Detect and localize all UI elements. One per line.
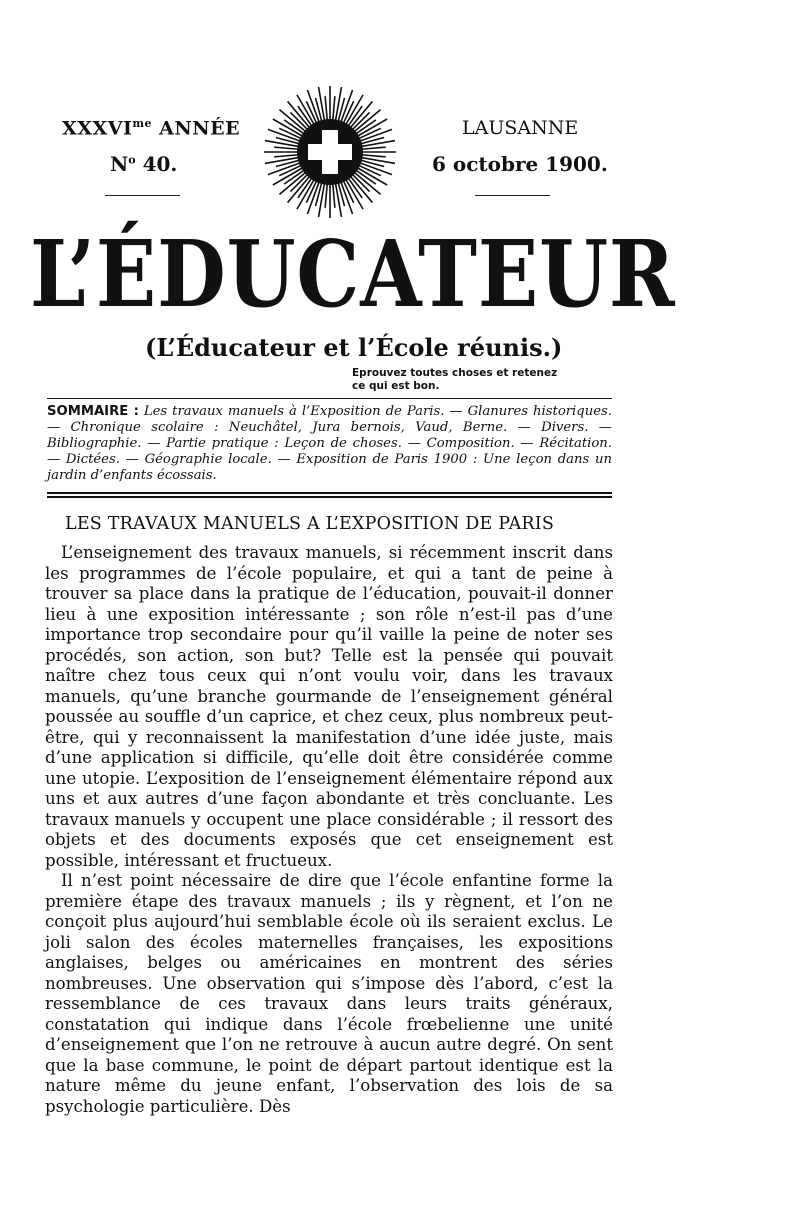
sunburst-ray	[360, 147, 386, 149]
sunburst-ray	[265, 157, 300, 163]
summary-items: Les travaux manuels à l’Exposition de Paris. — Glanures historiques. — Chronique scolaire : Neuchâtel, Jura bernois, Vaud, Berne. — Divers. — Bibliographie. — Partie pratique : Leçon de choses. — Composition. — Récitation. — Dictées. — Géographie locale. — Exposition de Paris 1900 : Une leçon dans un jardin d’enfants écossais.	[47, 404, 612, 483]
sunburst-ray	[360, 141, 395, 147]
divider-double-1	[47, 492, 612, 494]
sunburst-ray	[333, 96, 335, 122]
city: LAUSANNE	[462, 117, 579, 139]
sunburst-ray	[325, 182, 327, 208]
divider-double-2	[47, 496, 612, 498]
sunburst-ray	[319, 182, 325, 217]
motto	[352, 367, 597, 393]
sunburst-ray	[274, 147, 300, 149]
motto-line-1: Eprouvez toutes choses et retenez	[352, 367, 558, 379]
sunburst-ray	[335, 87, 341, 122]
sunburst-ray	[325, 96, 327, 122]
sunburst-ray	[333, 182, 335, 208]
left-rule	[105, 195, 180, 196]
masthead-title: L’ÉDUCATEUR	[30, 220, 676, 328]
article-body	[45, 543, 613, 1117]
summary	[47, 404, 612, 484]
sunburst-ray	[360, 155, 386, 157]
article-paragraph: L’enseignement des travaux manuels, si récemment inscrit dans les programmes de l’école populaire, et qui a tant de peine à trouver sa place dans la pratique de l’éducation, pouvait-il donner lieu à une exposition intéressante ; son rôle n’est-il pas d’une importance trop secondaire pour qu’il vaille la peine de noter ses procédés, son action, son but? Telle est la pensée qui pouvait naître chez tous ceux qui n’ont voulu voir, dans les travaux manuels, qu’une branche gourmande de l’enseignement général poussée au souffle d’un caprice, et chez ceux, plus nombreux peut-être, qui y reconnaissent la manifestation d’une idée juste, mais d’une application si difficile, qu’elle doit être considérée comme une utopie. L’exposition de l’enseignement élémentaire répond aux uns et aux autres d’une façon abondante et très concluante. Les travaux manuels y occupent une place considérable ; il ressort des objets et des documents exposés que cet enseignement est possible, intéressant et fructueux.	[45, 543, 613, 870]
article-paragraph: Il n’est point nécessaire de dire que l’école enfantine forme la première étape des travaux manuels ; ils y règnent, et l’on ne conçoit plus aujourd’hui semblable école où ils seraient exclus. Le joli salon des écoles maternelles françaises, les expositions anglaises, belges ou américaines en montrent des séries nombreuses. Une observation qui s’impose dès l’abord, c’est la ressemblance de ces travaux dans leurs traits généraux, constatation qui indique dans l’école frœbelienne une unité d’enseignement que l’on ne retrouve à aucun autre degré. On sent que la base commune, le point de départ partout identique est la nature même du jeune enfant, l’observation des lois de sa psychologie particulière. Dès	[45, 871, 613, 1116]
sunburst-ray	[335, 182, 341, 217]
divider-top	[47, 398, 612, 399]
swiss-cross-sunburst-emblem	[255, 85, 405, 220]
motto-line-2: ce qui est bon.	[352, 380, 440, 392]
sunburst-ray	[274, 155, 300, 157]
sunburst-ray	[265, 141, 300, 147]
issue-number: $N^o$ 40.	[110, 152, 178, 176]
issue-date: 6 octobre 1900.	[432, 152, 608, 176]
sunburst-ray	[360, 157, 395, 163]
volume-year: $XXXVI^{me}$ ANNÉE	[62, 117, 241, 140]
masthead-subtitle: (L’Éducateur et l’École réunis.)	[145, 333, 563, 362]
article-title: LES TRAVAUX MANUELS A L’EXPOSITION DE PARIS	[65, 514, 555, 534]
right-rule	[475, 195, 550, 196]
summary-label: SOMMAIRE :	[47, 404, 139, 419]
sunburst-ray	[319, 87, 325, 122]
